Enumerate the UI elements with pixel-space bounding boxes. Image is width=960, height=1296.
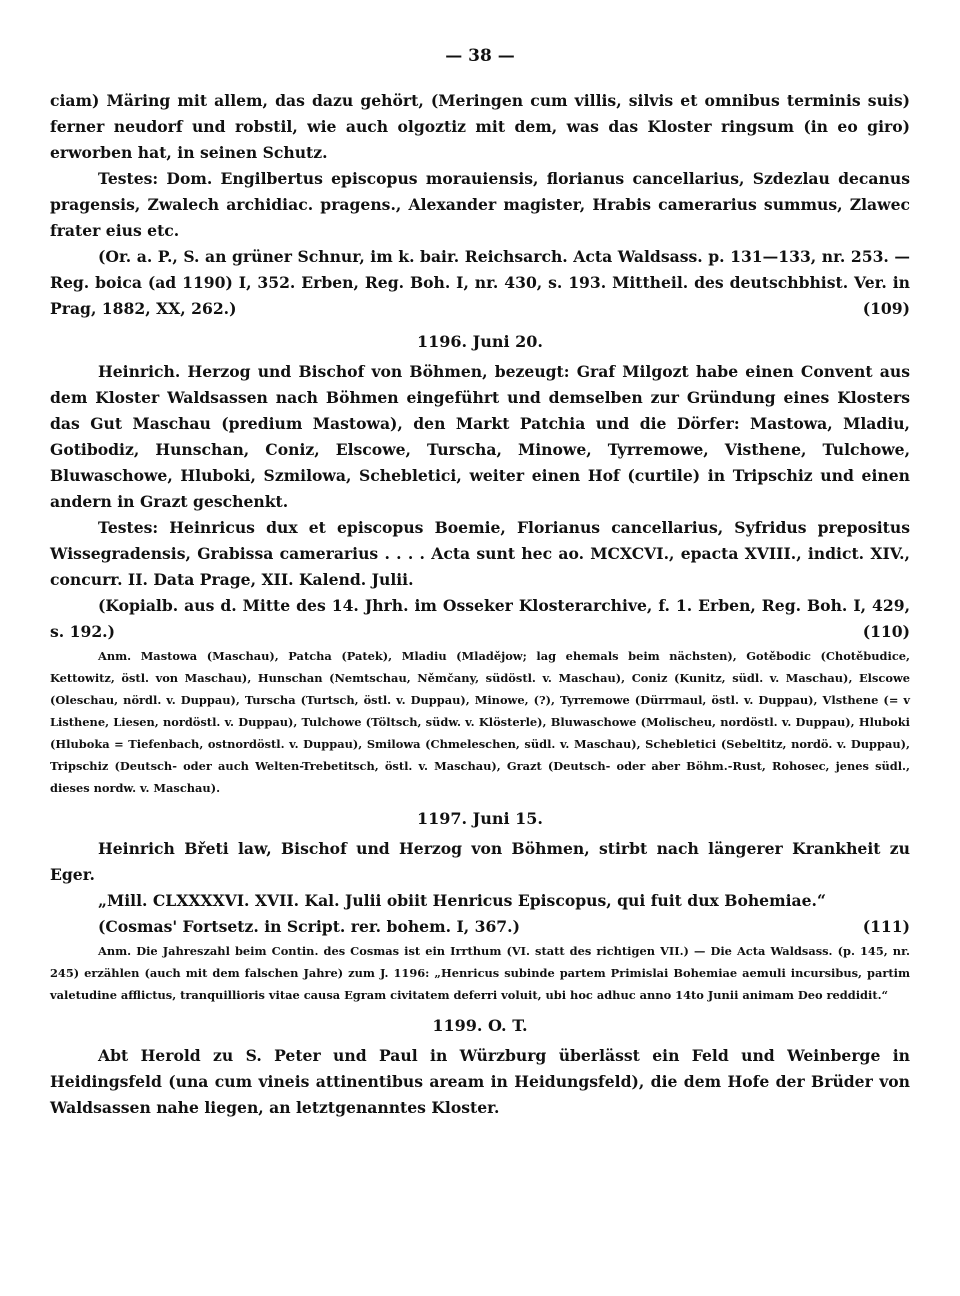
s2-citation-text: (Kopialb. aus d. Mitte des 14. Jhrh. im Osseker Klosterarchive, f. 1. Erben, Reg. Boh. I, 429, s. 192.) (50, 596, 910, 641)
page-number: — 38 — (445, 46, 515, 66)
s3-quote: „Mill. CLXXXXVI. XVII. Kal. Julii obiit Henricus Episcopus, qui fuit dux Bohemiae.“ (98, 891, 826, 910)
s1-text: ciam) Märing mit allem, das dazu gehört, (Meringen cum villis, silvis et omnibus terminis suis) ferner neudorf und robstil, wie auch olgoztiz mit dem, was das Kloster ringsum (in eo giro) erworben hat, in seinen Schutz. (50, 91, 910, 162)
s3-text: Heinrich Břeti law, Bischof und Herzog von Böhmen, stirbt nach längerer Krankheit zu Eger. (50, 839, 910, 884)
s1-citation (50, 244, 910, 322)
s1-citation-text: (Or. a. P., S. an grüner Schnur, im k. bair. Reichsarch. Acta Waldsass. p. 131—133, nr. 253. — Reg. boica (ad 1190) I, 352. Erben, Reg. Boh. I, nr. 430, s. 193. Mittheil. des deutschbhist. Ver. in Prag, 1882, XX, 262.) (50, 247, 910, 318)
s3-number: (111) (862, 917, 910, 936)
document-page (50, 46, 910, 1121)
s2-text: Heinrich. Herzog und Bischof von Böhmen, bezeugt: Graf Milgozt habe einen Convent aus dem Kloster Waldsassen nach Böhmen eingeführt und demselben zur Gründung eines Klosters das Gut Maschau (predium Mastowa), den Markt Patchia und die Dörfer: Mastowa, Mladiu, Gotibodiz, Hunschan, Coniz, Elscowe, Turscha, Minowe, Tyrremowe, Visthene, Tulchowe, Bluwaschowe, Hluboki, Szmilowa, Schebletici, weiter einen Hof (curtile) in Tripschiz und einen andern in Grazt geschenkt. (50, 362, 910, 511)
s3-citation-text: (Cosmas' Fortsetz. in Script. rer. bohem. I, 367.) (98, 917, 520, 936)
s3-heading: 1197. Juni 15. (417, 809, 543, 828)
s4-text: Abt Herold zu S. Peter und Paul in Würzburg überlässt ein Feld und Weinberge in Heidingsfeld (una cum vineis attinentibus aream in Heidungsfeld), die dem Hofe der Brüder von Waldsassen nahe liegen, an letztgenanntes Kloster. (50, 1046, 910, 1117)
s2-number: (110) (862, 622, 910, 641)
s3-annotation: Anm. Die Jahreszahl beim Contin. des Cosmas ist ein Irrthum (VI. statt des richtigen VII.) — Die Acta Waldsass. (p. 145, nr. 245) erzählen (auch mit dem falschen Jahre) zum J. 1196: „Henricus subinde partem Primislai Bohemiae aemuli incursibus, partim valetudine afflictus, tranquillioris vitae causa Egram civitatem deferri voluit, ubi hoc adhuc anno 14to Junii animam Deo reddidit.“ (50, 944, 910, 1002)
s4-heading: 1199. O. T. (432, 1016, 528, 1035)
s2-citation (50, 593, 910, 645)
s1-number: (109) (862, 299, 910, 318)
s2-annotation: Anm. Mastowa (Maschau), Patcha (Patek), Mladiu (Mladějow; lag ehemals beim nächsten), Gotěbodic (Chotěbudice, Kettowitz, östl. von Maschau), Hunschan (Nemtschau, Němčany, südöstl. v. Maschau), Coniz (Kunitz, südl. v. Maschau), Elscowe (Oleschau, nördl. v. Duppau), Turscha (Turtsch, östl. v. Duppau), Minowe, (?), Tyrremowe (Dürrmaul, östl. v. Duppau), Vlsthene (= v Listhene, Liesen, nordöstl. v. Duppau), Tulchowe (Töltsch, südw. v. Klösterle), Bluwaschowe (Molischeu, nordöstl. v. Duppau), Hluboki (Hluboka = Tiefenbach, ostnordöstl. v. Duppau), Smilowa (Chmeleschen, südl. v. Maschau), Schebletici (Sebeltitz, nordö. v. Duppau), Tripschiz (Deutsch- oder auch Welten-Trebetitsch, östl. v. Maschau), Grazt (Deutsch- oder aber Böhm.-Rust, Rohosec, jenes südl., dieses nordw. v. Maschau). (50, 649, 910, 795)
s3-citation (50, 914, 910, 940)
s2-heading: 1196. Juni 20. (417, 332, 543, 351)
s2-witnesses: Testes: Heinricus dux et episcopus Boemie, Florianus cancellarius, Syfridus prepositus Wissegradensis, Grabissa camerarius . . . . Acta sunt hec ao. MCXCVI., epacta XVIII., indict. XIV., concurr. II. Data Prage, XII. Kalend. Julii. (50, 518, 910, 589)
s1-witnesses: Testes: Dom. Engilbertus episcopus morauiensis, florianus cancellarius, Szdezlau decanus pragensis, Zwalech archidiac. pragens., Alexander magister, Hrabis camerarius summus, Zlawec frater eius etc. (50, 169, 910, 240)
